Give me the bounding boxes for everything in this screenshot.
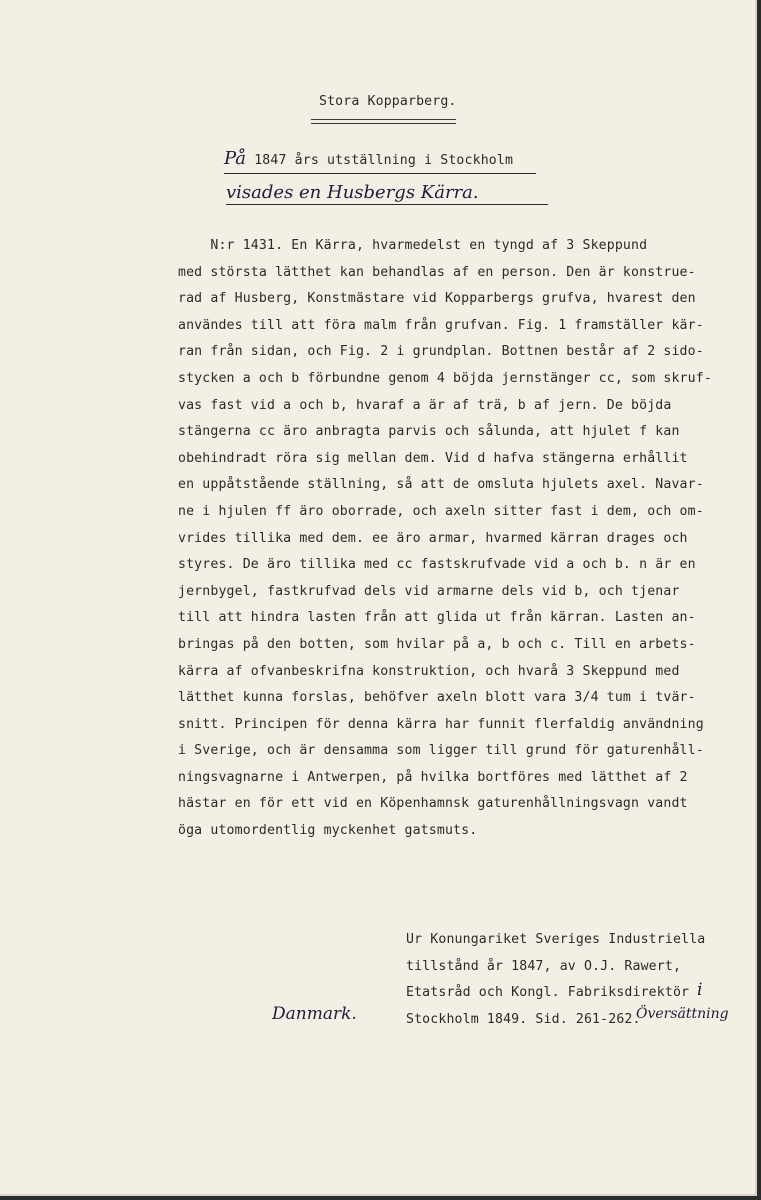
body-text <box>178 233 712 845</box>
body-line: i Sverige, och är densamma som ligger till grund för gaturenhåll- <box>178 743 704 759</box>
body-line: till att hindra lasten från att glida ut från kärran. Lasten an- <box>178 610 696 626</box>
heading-underline-2 <box>311 123 456 124</box>
body-line: lätthet kunna forslas, behöfver axeln blott vara 3/4 tum i tvär- <box>178 690 696 706</box>
handwritten-title-line-2: visades en Husbergs Kärra. <box>226 182 479 203</box>
body-line: öga utomordentlig myckenhet gatsmuts. <box>178 823 478 839</box>
title-underline-2 <box>226 204 548 205</box>
page-heading: Stora Kopparberg. <box>319 94 457 109</box>
body-line: kärra af ofvanbeskrifna konstruktion, och hvarå 3 Skeppund med <box>178 663 680 679</box>
body-line: hästar en för ett vid en Köpenhamnsk gaturenhållningsvagn vandt <box>178 796 688 812</box>
body-line: N:r 1431. En Kärra, hvarmedelst en tyngd af 3 Skeppund <box>178 238 648 253</box>
title-line-1 <box>224 148 513 169</box>
body-line: ran från sidan, och Fig. 2 i grundplan. Bottnen består af 2 sido- <box>178 344 704 360</box>
body-line: stängerna cc äro anbragta parvis och sålunda, att hjulet f kan <box>178 424 680 440</box>
source-line: tillstånd år 1847, av O.J. Rawert, <box>406 958 682 974</box>
body-line: obehindradt röra sig mellan dem. Vid d hafva stängerna erhållit <box>178 450 688 466</box>
body-line: vas fast vid a och b, hvaraf a är af trä, b af jern. De böjda <box>178 397 672 413</box>
body-line: bringas på den botten, som hvilar på a, b och c. Till en arbets- <box>178 636 696 652</box>
handwritten-note-oversattning: Översättning <box>636 1006 729 1022</box>
source-line: Etatsråd och Kongl. Fabriksdirektör <box>406 985 690 1001</box>
body-line: jernbygel, fastkrufvad dels vid armarne dels vid b, och tjenar <box>178 583 680 599</box>
handwritten-note-danmark: Danmark. <box>272 1004 357 1024</box>
typed-title: 1847 års utställning i Stockholm <box>254 153 514 168</box>
handwritten-title-prefix: På <box>224 148 247 169</box>
body-line: stycken a och b förbundne genom 4 böjda jernstänger cc, som skruf- <box>178 370 712 386</box>
source-line: Stockholm 1849. Sid. 261-262. <box>406 1011 641 1027</box>
handwritten-note-i: i <box>697 980 703 1000</box>
body-line: med största lätthet kan behandlas af en person. Den är konstrue- <box>178 264 696 280</box>
body-line: ningsvagnarne i Antwerpen, på hvilka bortföres med lätthet af 2 <box>178 769 688 785</box>
source-line: Ur Konungariket Sveriges Industriella <box>406 932 706 947</box>
heading-underline-1 <box>311 119 456 120</box>
body-line: rad af Husberg, Konstmästare vid Kopparbergs grufva, hvarest den <box>178 291 696 307</box>
body-line: en uppåtstående ställning, så att de omsluta hjulets axel. Navar- <box>178 477 704 493</box>
body-line: användes till att föra malm från grufvan. Fig. 1 framställer kär- <box>178 317 704 333</box>
body-line: styres. De äro tillika med cc fastskrufvade vid a och b. n är en <box>178 557 696 573</box>
title-underline-1 <box>224 173 536 174</box>
body-line: snitt. Principen för denna kärra har funnit flerfaldig användning <box>178 716 704 732</box>
body-line: ne i hjulen ff äro oborrade, och axeln sitter fast i dem, och om- <box>178 503 704 519</box>
body-line: vrides tillika med dem. ee äro armar, hvarmed kärran drages och <box>178 530 688 546</box>
